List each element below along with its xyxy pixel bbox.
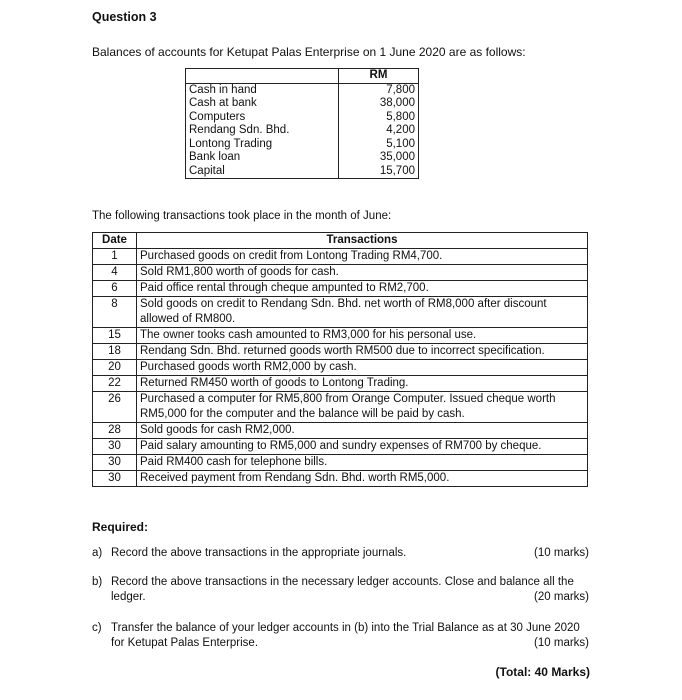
balance-row	[186, 151, 419, 165]
balance-account: Lontong Trading	[186, 138, 339, 152]
transaction-text: The owner tooks cash amounted to RM3,000 for his personal use.	[137, 328, 588, 344]
balance-amount: 4,200	[339, 124, 419, 138]
required-heading: Required:	[92, 520, 149, 534]
required-item-marks: (10 marks)	[534, 637, 589, 649]
required-item-text: Record the above transactions in the appropriate journals.	[111, 547, 407, 559]
transactions-header: Transactions	[137, 233, 588, 249]
balance-account: Computers	[186, 111, 339, 125]
transaction-date: 28	[93, 423, 137, 439]
transaction-row	[93, 423, 588, 439]
transaction-date: 6	[93, 281, 137, 297]
balance-amount: 7,800	[339, 83, 419, 97]
transactions-table	[92, 232, 588, 487]
balance-account: Cash at bank	[186, 97, 339, 111]
balance-account: Bank loan	[186, 151, 339, 165]
transaction-date: 30	[93, 439, 137, 455]
balance-row	[186, 124, 419, 138]
required-item-label: c)	[92, 622, 102, 634]
balances-account-header	[186, 69, 339, 84]
balance-account: Rendang Sdn. Bhd.	[186, 124, 339, 138]
transaction-date: 8	[93, 297, 137, 328]
transaction-row	[93, 297, 588, 328]
balance-account: Capital	[186, 165, 339, 179]
transaction-row	[93, 249, 588, 265]
transaction-date: 1	[93, 249, 137, 265]
balance-row	[186, 111, 419, 125]
transaction-date: 22	[93, 376, 137, 392]
transaction-text: Purchased a computer for RM5,800 from Orange Computer. Issued cheque worth RM5,000 for the computer and the balance will be paid by cash.	[137, 392, 588, 423]
transaction-date: 20	[93, 360, 137, 376]
transaction-text: Sold goods on credit to Rendang Sdn. Bhd. net worth of RM8,000 after discount allowed of RM800.	[137, 297, 588, 328]
required-item-label: a)	[92, 547, 103, 559]
balance-amount: 35,000	[339, 151, 419, 165]
transaction-text: Paid office rental through cheque ampunted to RM2,700.	[137, 281, 588, 297]
balances-currency-header: RM	[339, 69, 419, 84]
balance-row	[186, 165, 419, 179]
question-title: Question 3	[92, 10, 157, 24]
intro-text: Balances of accounts for Ketupat Palas Enterprise on 1 June 2020 are as follows:	[92, 45, 526, 59]
balance-row	[186, 83, 419, 97]
date-header: Date	[93, 233, 137, 249]
required-item-a	[92, 546, 589, 561]
balance-amount: 5,100	[339, 138, 419, 152]
transaction-date: 18	[93, 344, 137, 360]
transaction-row	[93, 360, 588, 376]
transaction-row	[93, 439, 588, 455]
required-item-c	[92, 621, 589, 651]
total-marks: (Total: 40 Marks)	[495, 665, 590, 679]
balance-row	[186, 97, 419, 111]
transaction-row	[93, 328, 588, 344]
transaction-date: 30	[93, 455, 137, 471]
balance-amount: 15,700	[339, 165, 419, 179]
required-item-label: b)	[92, 576, 103, 588]
transaction-text: Sold goods for cash RM2,000.	[137, 423, 588, 439]
transaction-row	[93, 344, 588, 360]
transaction-text: Paid salary amounting to RM5,000 and sundry expenses of RM700 by cheque.	[137, 439, 588, 455]
transaction-text: Received payment from Rendang Sdn. Bhd. worth RM5,000.	[137, 471, 588, 487]
required-item-text: Transfer the balance of your ledger accounts in (b) into the Trial Balance as at 30 June 2020 for Ketupat Palas Enterprise.	[111, 622, 580, 649]
transactions-header-row	[93, 233, 588, 249]
transaction-date: 4	[93, 265, 137, 281]
transaction-row	[93, 265, 588, 281]
transaction-text: Rendang Sdn. Bhd. returned goods worth RM500 due to incorrect specification.	[137, 344, 588, 360]
transaction-date: 30	[93, 471, 137, 487]
transaction-row	[93, 281, 588, 297]
balances-table	[185, 68, 419, 179]
transaction-row	[93, 392, 588, 423]
balances-header-row	[186, 69, 419, 84]
balance-account: Cash in hand	[186, 83, 339, 97]
required-item-text: Record the above transactions in the necessary ledger accounts. Close and balance all the ledger.	[111, 576, 574, 603]
transaction-text: Sold RM1,800 worth of goods for cash.	[137, 265, 588, 281]
required-item-marks: (10 marks)	[534, 547, 589, 559]
transaction-text: Purchased goods worth RM2,000 by cash.	[137, 360, 588, 376]
transaction-date: 15	[93, 328, 137, 344]
transaction-text: Purchased goods on credit from Lontong Trading RM4,700.	[137, 249, 588, 265]
transaction-row	[93, 376, 588, 392]
required-item-b	[92, 575, 589, 605]
transaction-date: 26	[93, 392, 137, 423]
balance-amount: 38,000	[339, 97, 419, 111]
required-item-marks: (20 marks)	[534, 591, 589, 603]
transaction-row	[93, 455, 588, 471]
balance-row	[186, 138, 419, 152]
balance-amount: 5,800	[339, 111, 419, 125]
transaction-text: Returned RM450 worth of goods to Lontong Trading.	[137, 376, 588, 392]
transaction-row	[93, 471, 588, 487]
transactions-intro: The following transactions took place in the month of June:	[92, 210, 392, 222]
transaction-text: Paid RM400 cash for telephone bills.	[137, 455, 588, 471]
